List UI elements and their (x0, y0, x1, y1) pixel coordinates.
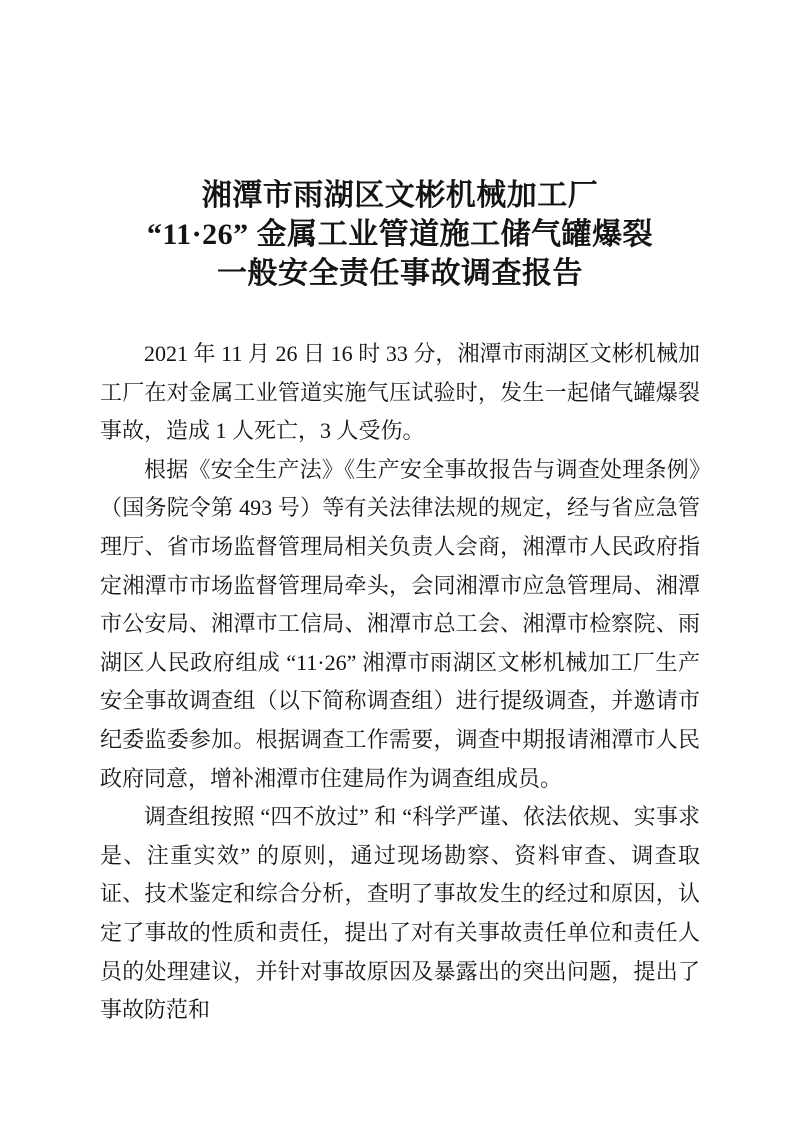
paragraph-investigation-team: 根据《安全生产法》《生产安全事故报告与调查处理条例》（国务院令第 493 号）等有关法律法规的规定，经与省应急管理厅、省市场监督管理局相关负责人会商，湘潭市人民政府指定湘潭市市场监督管理局牵头，会同湘潭市应急管理局、湘潭市公安局、湘潭市工信局、湘潭市总工会、湘潭市检察院、雨湖区人民政府组成 “11·26” 湘潭市雨湖区文彬机械加工厂生产安全事故调查组（以下简称调查组）进行提级调查，并邀请市纪委监委参加。根据调查工作需要，调查中期报请湘潭市人民政府同意，增补湘潭市住建局作为调查组成员。 (100, 456, 700, 791)
document-title (100, 176, 700, 293)
document-body (100, 335, 700, 1030)
title-line-incident-name: “11·26” 金属工业管道施工储气罐爆裂 (146, 218, 654, 251)
paragraph-investigation-principles: 调查组按照 “四不放过” 和 “科学严谨、依法依规、实事求是、注重实效” 的原则，通过现场勘察、资料审查、调查取证、技术鉴定和综合分析，查明了事故发生的经过和原因，认定了事故的性质和责任，提出了对有关事故责任单位和责任人员的处理建议，并针对事故原因及暴露出的突出问题，提出了事故防范和 (100, 804, 700, 1023)
paragraph-incident-summary: 2021 年 11 月 26 日 16 时 33 分，湘潭市雨湖区文彬机械加工厂在对金属工业管道实施气压试验时，发生一起储气罐爆裂事故，造成 1 人死亡，3 人受伤。 (100, 341, 700, 444)
title-line-factory-name: 湘潭市雨湖区文彬机械加工厂 (201, 179, 599, 212)
title-line-report-type: 一般安全责任事故调查报告 (217, 257, 583, 290)
